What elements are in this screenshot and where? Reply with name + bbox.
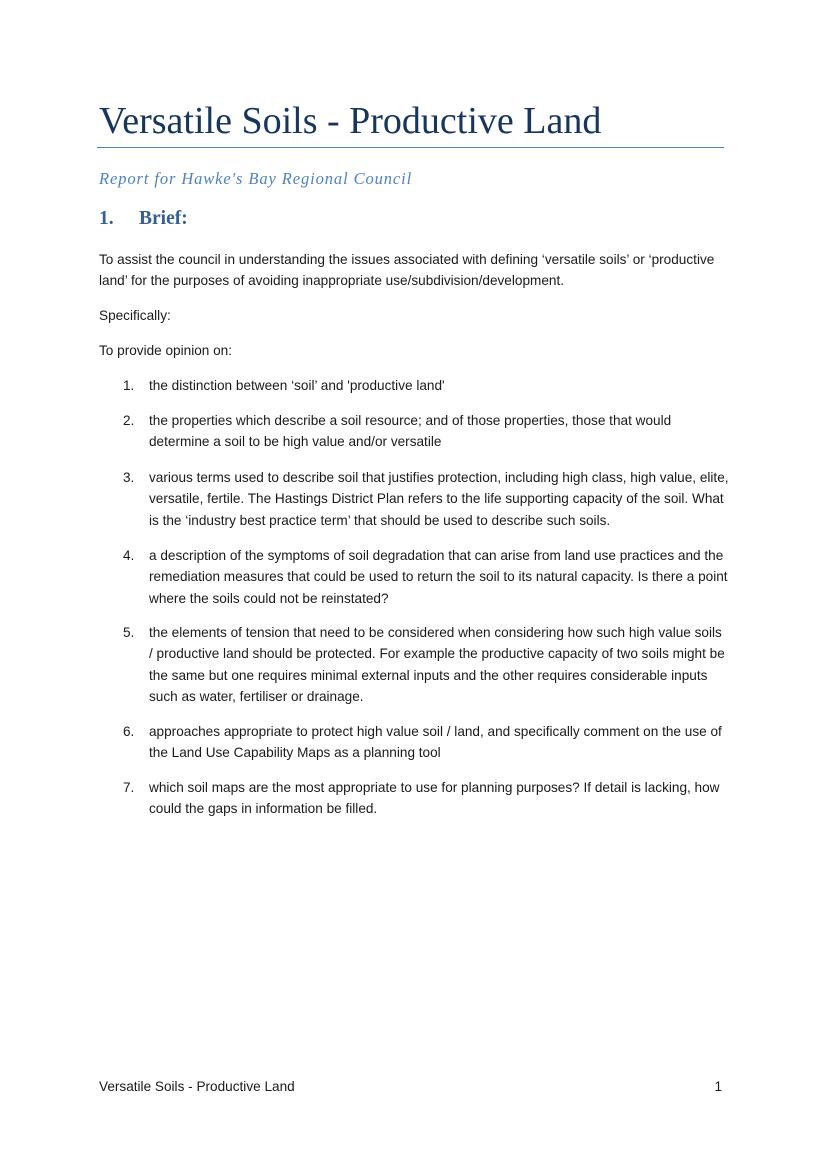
list-item-number: 5.: [123, 625, 135, 640]
list-item-number: 2.: [123, 413, 135, 428]
list-item-text: the properties which describe a soil resource; and of those properties, those that would determine a soil to be high value and/or versatile: [149, 413, 672, 450]
title-underline-rule: [97, 147, 724, 148]
footer-title: Versatile Soils - Productive Land: [99, 1079, 295, 1094]
section-heading: [99, 206, 188, 232]
provide-opinion-paragraph: To provide opinion on:: [99, 343, 233, 358]
list-item-number: 6.: [123, 724, 135, 739]
list-item-number: 3.: [123, 470, 135, 485]
list-item-number: 7.: [123, 780, 135, 795]
document-subtitle: Report for Hawke's Bay Regional Council: [99, 169, 413, 188]
list-item-text: the elements of tension that need to be considered when considering how such high value soils / productive land should be protected. For example the productive capacity of two soils might be the same but one requires minimal external inputs and the other requires considerable inputs such as water, fertiliser or drainage.: [149, 625, 725, 704]
section-number: 1.: [99, 208, 114, 229]
list-item-text: which soil maps are the most appropriate to use for planning purposes? If detail is lacking, how could the gaps in information be filled.: [149, 780, 720, 817]
list-item-text: a description of the symptoms of soil degradation that can arise from land use practices and the remediation measures that could be used to return the soil to its natural capacity. Is there a point where the soils could not be reinstated?: [149, 548, 728, 606]
list-item-number: 4.: [123, 548, 135, 563]
list-item-text: approaches appropriate to protect high value soil / land, and specifically comment on the use of the Land Use Capability Maps as a planning tool: [149, 724, 722, 761]
document-title: Versatile Soils - Productive Land: [99, 100, 602, 142]
footer-page-number: 1: [714, 1079, 722, 1094]
list-item-number: 1.: [123, 378, 135, 393]
brief-paragraph: To assist the council in understanding the issues associated with defining ‘versatile soils’ or ‘productive land’ for the purposes of avoiding inappropriate use/subdivision/development.: [99, 252, 715, 289]
list-item-text: the distinction between ‘soil’ and 'productive land': [149, 378, 445, 393]
specifically-paragraph: Specifically:: [99, 308, 171, 323]
list-item-text: various terms used to describe soil that justifies protection, including high class, high value, elite, versatile, fertile. The Hastings District Plan refers to the life supporting capacity of the soil. What is the ‘industry best practice term’ that should be used to describe such soils.: [149, 470, 729, 528]
section-heading-text: Brief:: [139, 208, 188, 229]
